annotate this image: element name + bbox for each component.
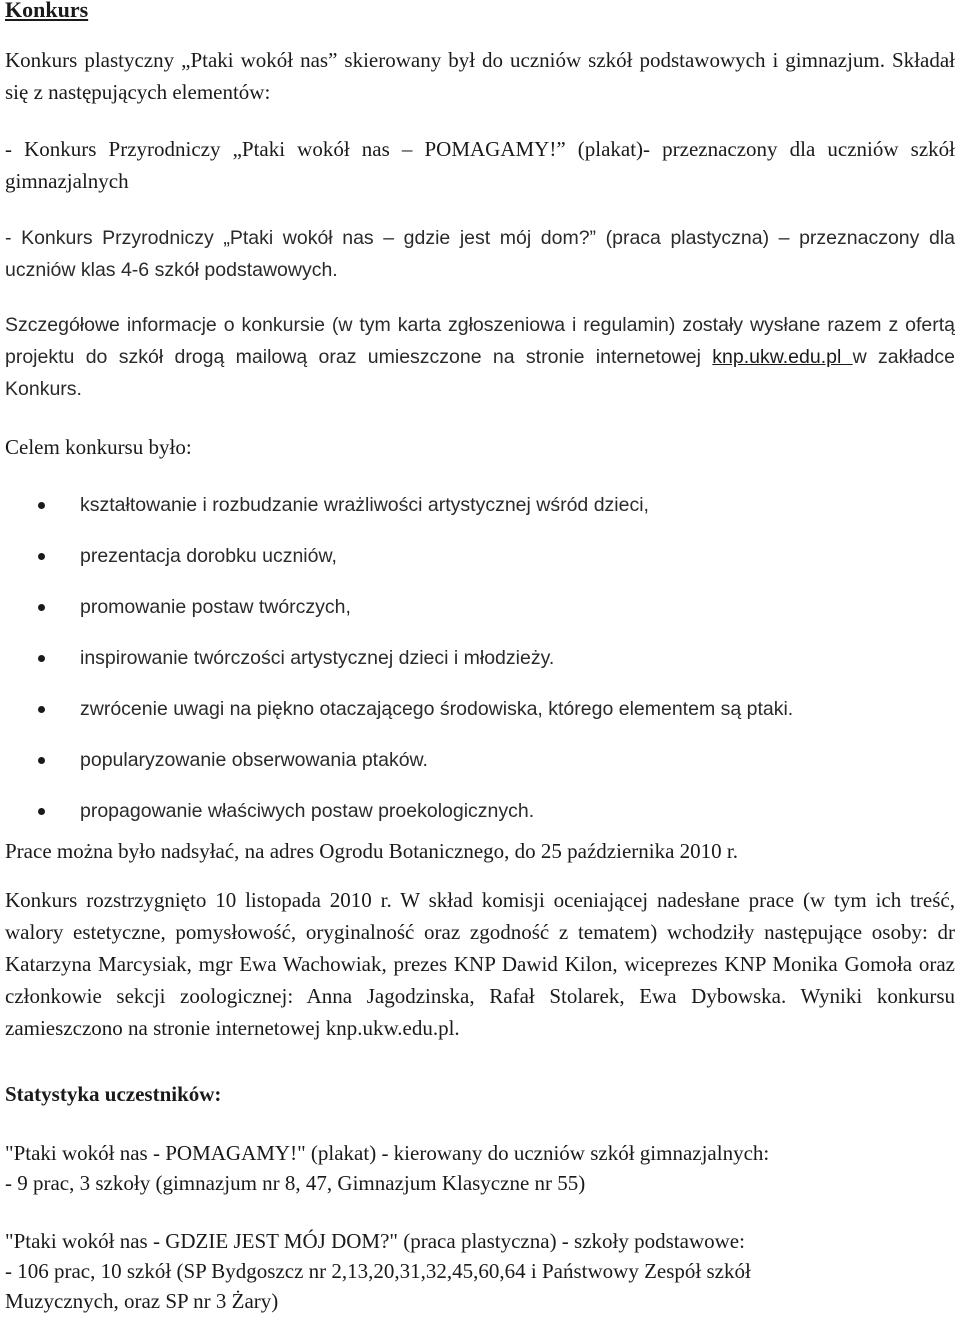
results-paragraph: Konkurs rozstrzygnięto 10 listopada 2010 r. W skład komisji oceniającej nadesłane prace (w tym ich treść, walory estetyczne, pomysłowość, oryginalność oraz zgodność z tematem) wchodziły następujące osoby: dr Katarzyna Marcysiak, mgr Ewa Wachowiak, prezes KNP Dawid Kilon, wiceprezes KNP Monika Gomoła oraz członkowie sekcji zoologicznej: Anna Jagodzinska, Rafał Stolarek, Ewa Dybowska. Wyniki konkursu zamieszczono na stronie internetowej knp.ukw.edu.pl. — [5, 888, 955, 1040]
bullet-icon — [38, 553, 45, 560]
stats-line-3: "Ptaki wokół nas - GDZIE JEST MÓJ DOM?" (praca plastyczna) - szkoły podstawowe: — [5, 1229, 745, 1253]
stats-line-5: Muzycznych, oraz SP nr 3 Żary) — [5, 1289, 279, 1313]
details-text: Szczegółowe informacje o konkursie (w tym karta zgłoszeniowa i regulamin) zostały wysłane razem z ofertą projektu do szkół drogą mailową oraz umieszczone na stronie internetowej — [5, 314, 955, 368]
bullet-icon — [38, 808, 45, 815]
list-item — [5, 633, 955, 684]
details-suffix: w zakładce Konkurs. — [5, 346, 955, 400]
contest-element-1: - Konkurs Przyrodniczy „Ptaki wokół nas – POMAGAMY!” (plakat)- przeznaczony dla uczniów szkół gimnazjalnych — [5, 137, 955, 193]
bullet-icon — [38, 502, 45, 509]
submission-paragraph: Prace można było nadsyłać, na adres Ogrodu Botanicznego, do 25 października 2010 r. — [5, 839, 739, 863]
goal-text: zwrócenie uwagi na piękno otaczającego środowiska, którego elementem są ptaki. — [80, 698, 794, 720]
page-title: Konkurs — [5, 0, 89, 22]
goal-text: kształtowanie i rozbudzanie wrażliwości artystycznej wśród dzieci, — [80, 494, 649, 516]
website-link[interactable]: knp.ukw.edu.pl — [712, 346, 853, 368]
goal-text: popularyzowanie obserwowania ptaków. — [80, 749, 428, 771]
list-item — [5, 735, 955, 786]
contest-element-2: - Konkurs Przyrodniczy „Ptaki wokół nas – gdzie jest mój dom?” (praca plastyczna) – przeznaczony dla uczniów klas 4-6 szkół podstawowych. — [5, 227, 955, 281]
stats-line-2: - 9 prac, 3 szkoły (gimnazjum nr 8, 47, Gimnazjum Klasyczne nr 55) — [5, 1171, 586, 1195]
intro-paragraph: Konkurs plastyczny „Ptaki wokół nas” skierowany był do uczniów szkół podstawowych i gimnazjum. Składał się z następujących elementów: — [5, 48, 955, 104]
details-paragraph — [5, 309, 955, 405]
bullet-icon — [38, 706, 45, 713]
goal-text: inspirowanie twórczości artystycznej dzieci i młodzieży. — [80, 647, 555, 669]
goal-text: propagowanie właściwych postaw proekologicznych. — [80, 800, 535, 822]
stats-line-1: "Ptaki wokół nas - POMAGAMY!" (plakat) - kierowany do uczniów szkół gimnazjalnych: — [5, 1141, 770, 1165]
list-item — [5, 786, 955, 837]
list-item — [5, 684, 955, 735]
bullet-icon — [38, 604, 45, 611]
goals-list — [5, 480, 955, 837]
bullet-icon — [38, 655, 45, 662]
stats-title: Statystyka uczestników: — [5, 1082, 222, 1106]
bullet-icon — [38, 757, 45, 764]
goals-heading: Celem konkursu było: — [5, 435, 192, 459]
goal-text: prezentacja dorobku uczniów, — [80, 545, 337, 567]
list-item — [5, 531, 955, 582]
stats-line-4: - 106 prac, 10 szkół (SP Bydgoszcz nr 2,13,20,31,32,45,60,64 i Państwowy Zespół szkół — [5, 1259, 751, 1283]
list-item — [5, 582, 955, 633]
list-item — [5, 480, 955, 531]
goal-text: promowanie postaw twórczych, — [80, 596, 351, 618]
